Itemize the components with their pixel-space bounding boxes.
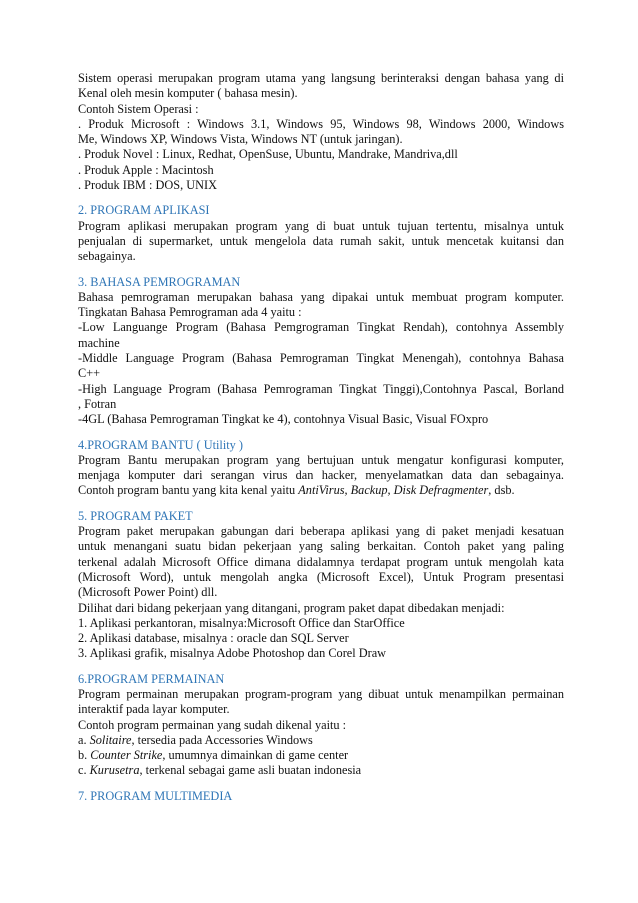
text-line: (Microsoft Word), untuk mengolah angka (Microsoft Excel), Untuk Program presentasi — [78, 569, 564, 584]
pemrograman-section — [78, 275, 564, 428]
text-line: Kenal oleh mesin komputer ( bahasa mesin). — [78, 86, 298, 101]
text-fragment: a. — [78, 732, 90, 747]
text-line: menjaga komputer dari serangan virus dan hacker, menyelamatkan data dan sebagainya. — [78, 468, 564, 483]
section-heading: 3. BAHASA PEMROGRAMAN — [78, 274, 241, 289]
section-heading: 2. PROGRAM APLIKASI — [78, 203, 210, 218]
text-line: Me, Windows XP, Windows Vista, Windows NT (untuk jaringan). — [78, 132, 403, 147]
text-line: Dilihat dari bidang pekerjaan yang ditangani, program paket dapat dibedakan menjadi: — [78, 600, 505, 615]
text-line — [78, 483, 564, 498]
text-line: interaktif pada layar komputer. — [78, 702, 230, 717]
document-page — [78, 71, 564, 804]
text-line: terkenal adalah Microsoft Office dimana didalamnya terdapat program untuk mengolah kata — [78, 554, 564, 569]
text-line: sebagainya. — [78, 249, 136, 264]
paket-section — [78, 509, 564, 662]
text-line: . Produk IBM : DOS, UNIX — [78, 178, 218, 193]
text-line: Program permainan merupakan program-program yang dibuat untuk menampilkan permainan — [78, 686, 564, 701]
aplikasi-section — [78, 203, 564, 264]
text-line: . Produk Novel : Linux, Redhat, OpenSuse, Ubuntu, Mandrake, Mandriva,dll — [78, 147, 458, 162]
text-line: 3. Aplikasi grafik, misalnya Adobe Photoshop dan Corel Draw — [78, 646, 387, 661]
text-fragment: , umumnya dimainkan di game center — [162, 748, 349, 763]
text-fragment: c. — [78, 763, 90, 778]
text-line: Contoh program permainan yang sudah dikenal yaitu : — [78, 717, 347, 732]
text-line: -Low Languange Program (Bahasa Pemgrograman Tingkat Rendah), contohnya Assembly — [78, 320, 564, 335]
list-item — [78, 763, 564, 778]
text-line: Contoh Sistem Operasi : — [78, 101, 199, 116]
text-line: C++ — [78, 366, 101, 381]
text-fragment: , terkenal sebagai game asli buatan indonesia — [139, 763, 362, 778]
text-line: , Fotran — [78, 396, 117, 411]
section-heading: 7. PROGRAM MULTIMEDIA — [78, 788, 233, 803]
italic-fragment: Solitaire — [89, 732, 132, 747]
text-line: 1. Aplikasi perkantoran, misalnya:Microsoft Office dan StarOffice — [78, 615, 405, 630]
multimedia-section — [78, 789, 564, 804]
text-fragment: b. — [78, 748, 91, 763]
permainan-section — [78, 672, 564, 779]
list-item — [78, 748, 564, 763]
text-line: Program paket merupakan gabungan dari beberapa aplikasi yang di paket menjadi kesatuan — [78, 524, 564, 539]
text-fragment: , tersedia pada Accessories Windows — [131, 732, 313, 747]
text-line: Sistem operasi merupakan program utama yang langsung berinteraksi dengan bahasa yang di — [78, 71, 564, 85]
text-line: penjualan di supermarket, untuk mengelola data rumah sakit, untuk mencetak kuitansi dan — [78, 233, 564, 248]
text-line: Bahasa pemrograman merupakan bahasa yang dipakai untuk membuat program komputer. — [78, 289, 564, 304]
text-fragment: Contoh program bantu yang kita kenal yaitu — [78, 483, 299, 498]
text-line: machine — [78, 335, 120, 350]
text-line: -High Language Program (Bahasa Pemrograman Tingkat Tinggi),Contohnya Pascal, Borland — [78, 381, 564, 396]
text-line: -Middle Language Program (Bahasa Pemrograman Tingkat Menengah), contohnya Bahasa — [78, 351, 564, 366]
text-line: untuk menangani suatu bidan pekerjaan yang saling berkaitan. Contoh paket yang paling — [78, 539, 564, 554]
text-line: Program Bantu merupakan program yang bertujuan untuk mengatur konfigurasi komputer, — [78, 452, 564, 467]
text-line: -4GL (Bahasa Pemrograman Tingkat ke 4), contohnya Visual Basic, Visual FOxpro — [78, 412, 489, 427]
italic-fragment: Counter Strike — [90, 748, 163, 763]
italic-fragment: AntiVirus, Backup, Disk Defragmenter — [298, 483, 489, 498]
text-line: . Produk Microsoft : Windows 3.1, Windows 95, Windows 98, Windows 2000, Windows — [78, 116, 564, 131]
text-line: (Microsoft Power Point) dll. — [78, 585, 218, 600]
intro-section — [78, 71, 564, 193]
text-line: Tingkatan Bahasa Pemrograman ada 4 yaitu : — [78, 305, 302, 320]
italic-fragment: Kurusetra — [89, 763, 140, 778]
section-heading: 6.PROGRAM PERMAINAN — [78, 671, 225, 686]
section-heading: 5. PROGRAM PAKET — [78, 508, 193, 523]
text-line: . Produk Apple : Macintosh — [78, 162, 214, 177]
bantu-section — [78, 438, 564, 499]
text-line: Program aplikasi merupakan program yang di buat untuk tujuan tertentu, misalnya untuk — [78, 218, 564, 233]
section-heading: 4.PROGRAM BANTU ( Utility ) — [78, 437, 243, 452]
text-fragment: , dsb. — [488, 483, 515, 498]
text-line: 2. Aplikasi database, misalnya : oracle dan SQL Server — [78, 631, 349, 646]
list-item — [78, 733, 564, 748]
